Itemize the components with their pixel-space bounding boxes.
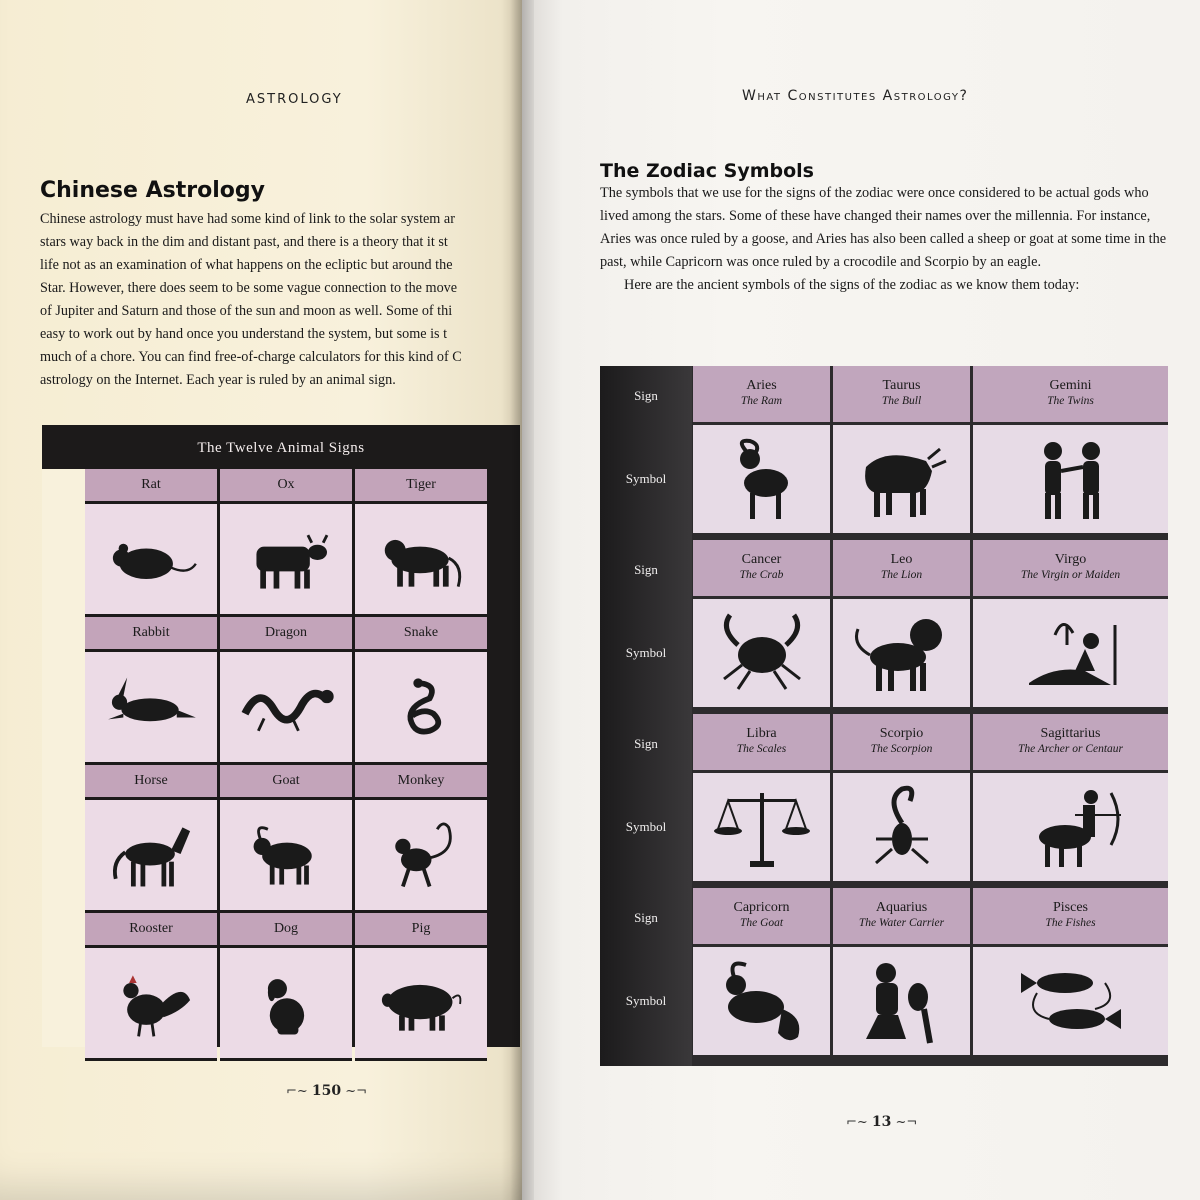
chinese-astrology-heading: Chinese Astrology [40, 178, 265, 203]
sign-symbol [973, 425, 1168, 533]
tiger-icon [369, 518, 473, 600]
zodiac-symbols-heading: The Zodiac Symbols [600, 160, 814, 182]
sign-description: The Goat [739, 917, 784, 929]
maiden-icon [1015, 605, 1127, 701]
row-label-symbol: Symbol [625, 819, 667, 834]
centaur-icon [1015, 779, 1127, 875]
dog-icon [234, 962, 338, 1044]
animal-label: Rooster [85, 913, 217, 948]
animal-image [85, 652, 217, 765]
ox-icon [234, 518, 338, 600]
sign-description: The Ram [740, 395, 783, 407]
sign-header [693, 540, 830, 596]
sign-symbol [973, 773, 1168, 881]
sign-name: Aquarius [875, 900, 928, 915]
text-line: astrology on the Internet. Each year is ruled by an animal sign. [40, 372, 396, 388]
animal-grid [42, 469, 520, 1061]
zodiac-table [600, 366, 1168, 1066]
sign-header [973, 540, 1168, 596]
sign-description: The Scorpion [870, 743, 933, 755]
sign-name: Cancer [741, 552, 782, 567]
page-number-left: ⌐~ 150 ~¬ [286, 1083, 368, 1099]
sign-description: The Water Carrier [858, 917, 945, 929]
animal-label: Tiger [355, 469, 487, 504]
animal-label: Pig [355, 913, 487, 948]
sign-header [693, 888, 830, 944]
sign-header [973, 888, 1168, 944]
text-line: stars way back in the dim and distant past, and there is a theory that it st [40, 234, 448, 250]
row-label-symbol: Symbol [625, 993, 667, 1008]
page-number-right: ⌐~ 13 ~¬ [846, 1114, 918, 1130]
dragon-icon [234, 666, 338, 748]
fishes-icon [1015, 953, 1127, 1049]
row-label-sign: Sign [634, 562, 658, 577]
sign-name: Capricorn [733, 900, 790, 915]
sign-symbol [693, 425, 830, 533]
sign-symbol [833, 425, 970, 533]
sign-description: The Bull [881, 395, 922, 407]
bull-icon [846, 431, 958, 527]
scorpion-icon [846, 779, 958, 875]
running-head-right: What Constitutes Astrology? [742, 88, 969, 104]
zodiac-paragraph [600, 182, 1168, 297]
rat-icon [99, 518, 203, 600]
text-line: of Jupiter and Saturn and those of the sun and moon as well. Some of thi [40, 303, 453, 319]
sign-symbol [693, 773, 830, 881]
sign-description: The Crab [739, 569, 784, 581]
sign-symbol [833, 947, 970, 1055]
book-gutter [510, 0, 534, 1200]
sign-header [973, 714, 1168, 770]
sign-name: Gemini [1049, 378, 1092, 393]
animal-image [220, 948, 352, 1061]
sign-header [833, 888, 970, 944]
animal-label: Snake [355, 617, 487, 652]
row-label-symbol: Symbol [625, 645, 667, 660]
sea-goat-icon [706, 953, 818, 1049]
twins-icon [1015, 431, 1127, 527]
scales-icon [706, 779, 818, 875]
sign-description: The Twins [1047, 395, 1094, 407]
sign-description: The Lion [880, 569, 923, 581]
sign-name: Leo [890, 552, 913, 567]
animal-image [85, 948, 217, 1061]
sign-description: The Virgin or Maiden [1020, 569, 1121, 581]
rooster-icon [99, 962, 203, 1044]
sign-symbol [833, 599, 970, 707]
animal-label: Rat [85, 469, 217, 504]
sign-name: Sagittarius [1040, 726, 1101, 741]
animal-label: Goat [220, 765, 352, 800]
sign-name: Aries [746, 378, 777, 393]
sign-symbol [833, 773, 970, 881]
animal-image [355, 948, 487, 1061]
text-line: life not as an examination of what happens on the ecliptic but around the [40, 257, 453, 273]
animal-image [85, 800, 217, 913]
running-head-left: ASTROLOGY [246, 92, 343, 107]
sign-name: Libra [746, 726, 777, 741]
sign-symbol [973, 599, 1168, 707]
sign-name: Scorpio [879, 726, 924, 741]
left-page [0, 0, 522, 1200]
paragraph-2: Here are the ancient symbols of the signs of the zodiac as we know them today: [624, 277, 1080, 293]
animal-label: Ox [220, 469, 352, 504]
text-line: Star. However, there does seem to be some vague connection to the move [40, 280, 458, 296]
sign-header [693, 366, 830, 422]
sign-header [833, 714, 970, 770]
animal-label: Horse [85, 765, 217, 800]
lion-icon [846, 605, 958, 701]
ram-icon [706, 431, 818, 527]
animal-image [220, 800, 352, 913]
sign-symbol [973, 947, 1168, 1055]
sign-header [833, 540, 970, 596]
sign-header [693, 714, 830, 770]
text-line: easy to work out by hand once you understand the system, but some is t [40, 326, 448, 342]
chinese-astrology-paragraph [40, 208, 522, 392]
horse-icon [99, 814, 203, 896]
paragraph-1: The symbols that we use for the signs of the zodiac were once considered to be actual gods who lived among the stars. Some of these have changed their names over the millennia. For instance, Aries was once ruled by a goose, and Aries has also been called a sheep or goat at some time in the past, while Capricorn was once ruled by a crocodile and Scorpio by an eagle. [600, 185, 1167, 270]
animal-label: Dog [220, 913, 352, 948]
snake-icon [369, 666, 473, 748]
monkey-icon [369, 814, 473, 896]
sign-symbol [693, 947, 830, 1055]
animal-image [355, 800, 487, 913]
animal-label: Dragon [220, 617, 352, 652]
text-line: Chinese astrology must have had some kind of link to the solar system ar [40, 211, 455, 227]
sign-description: The Scales [736, 743, 787, 755]
row-label-sign: Sign [634, 736, 658, 751]
animal-image [355, 504, 487, 617]
sign-name: Pisces [1053, 900, 1088, 915]
sign-name: Taurus [882, 378, 921, 393]
animal-image [355, 652, 487, 765]
sign-name: Virgo [1054, 552, 1087, 567]
sign-description: The Archer or Centaur [1017, 743, 1124, 755]
water-carrier-icon [846, 953, 958, 1049]
sign-header [973, 366, 1168, 422]
animal-image [220, 504, 352, 617]
table-title: The Twelve Animal Signs [197, 440, 365, 456]
crab-icon [706, 605, 818, 701]
sign-header [833, 366, 970, 422]
goat-icon [234, 814, 338, 896]
animal-label: Monkey [355, 765, 487, 800]
sign-description: The Fishes [1045, 917, 1096, 929]
animal-label: Rabbit [85, 617, 217, 652]
row-label-sign: Sign [634, 910, 658, 925]
pig-icon [369, 962, 473, 1044]
row-label-sign: Sign [634, 388, 658, 403]
animal-image [85, 504, 217, 617]
sign-symbol [693, 599, 830, 707]
twelve-animal-signs-table [42, 425, 520, 1047]
rabbit-icon [99, 666, 203, 748]
animal-image [220, 652, 352, 765]
text-line: much of a chore. You can find free-of-charge calculators for this kind of C [40, 349, 462, 365]
row-label-symbol: Symbol [625, 471, 667, 486]
